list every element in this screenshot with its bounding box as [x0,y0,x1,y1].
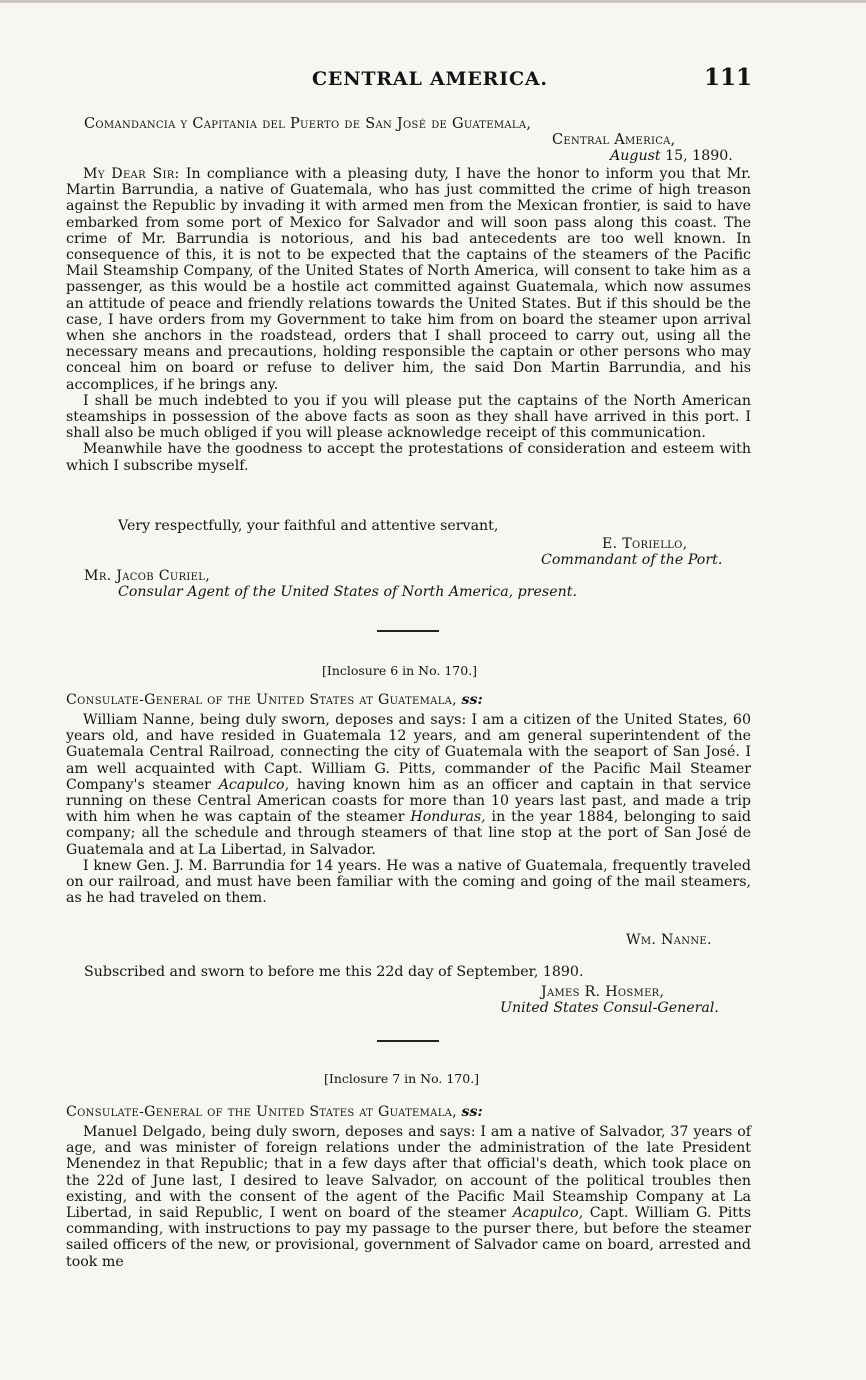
inclosure-7-heading-text: Consulate-General of the United States at Guatemala, [66,1104,457,1120]
letter-paragraph-1-text: In compliance with a pleasing duty, I have the honor to inform you that Mr. Martin Barrundia, a native of Guatemala, who has just committed the crime of high treason against the Republic by invading it with armed men from the Mexican frontier, is said to have embarked from some port of Mexico for Salvador and will soon pass along this coast. The crime of Mr. Barrundia is notorious, and his bad antecedents are too well known. In consequence of this, it is not to be expected that the captains of the steamers of the Pacific Mail Steamship Company, of the United States of North America, will consent to take him as a passenger, as this would be a hostile act committed against Guatemala, which now assumes an attitude of peace and friendly relations towards the United States. But if this should be the case, I have orders from my Government to take him from on board the steamer upon arrival when she anchors in the roadstead, orders that I shall proceed to carry out, using all the necessary means and precautions, holding responsible the captain or other persons who may conceal him on board or refuse to deliver him, the said Don Martin Barrundia, and his accomplices, if he brings any. [66,166,751,393]
consul-name: James R. Hosmer, [541,984,665,1000]
consul-title: United States Consul-General. [500,1000,719,1016]
date-month: August [610,148,661,164]
letter-paragraph-3: Meanwhile have the goodness to accept the protestations of consideration and esteem with which I subscribe myself. [66,441,751,474]
letter-origin: Comandancia y Capitania del Puerto de San José de Guatemala, [84,116,532,132]
letter-signer: E. Toriello, [602,536,688,552]
scan-edge [0,0,866,3]
ship-name-acapulco: Acapulco, [218,776,290,793]
delgado-paragraph-1 [66,1124,751,1270]
date-rest: 15, 1890. [660,148,733,164]
delgado-text-b: Capt. William G. Pitts commanding, with instructions to pay my passage to the purser there, but before the steamer sailed officers of the new, or provisional, government of Salvador came on board, arrested and took me [66,1205,751,1270]
nanne-text-a: William Nanne, being duly sworn, deposes and says: I am a citizen of the United States, 60 years old, and have resided in Guatemala 12 years, and am general superintendent of the Guatemala Central Railroad, connecting the city of Guatemala with the seaport of San José. I am well acquainted with Capt. William G. Pitts, commander of the Pacific Mail Steamer Company's steamer [66,712,751,793]
delgado-text-a: Manuel Delgado, being duly sworn, deposes and says: I am a native of Salvador, 37 years of age, and was minister of foreign relations under the administration of the late President Menendez in that Republic; that in a few days after that official's death, which took place on the 22d of June last, I desired to leave Salvador, on account of the political troubles then existing, and with the consent of the agent of the Pacific Mail Steamship Company at La Libertad, in said Republic, I went on board of the steamer [66,1124,751,1222]
inclosure-6-label: [Inclosure 6 in No. 170.] [322,663,478,678]
letter-signer-title: Commandant of the Port. [541,552,723,568]
ship-name-acapulco: Acapulco, [512,1205,584,1222]
running-header: CENTRAL AMERICA. [312,68,548,90]
section-divider [377,630,439,632]
nanne-signature: Wm. Nanne. [626,932,712,948]
salutation: My Dear Sir: [83,166,180,182]
ship-name-honduras: Honduras, [410,809,486,826]
inclosure-7-ss: ss: [461,1104,483,1120]
letter-paragraph-2: I shall be much indebted to you if you will please put the captains of the North American steamships in possession of the above facts as soon as they shall have arrived in this port. I shall also be much obliged if you will please acknowledge receipt of this communication. [66,392,751,442]
letter-addressee-title: Consular Agent of the United States of North America, present. [118,584,577,600]
inclosure-6-ss: ss: [461,692,483,708]
inclosure-7-heading [66,1104,483,1120]
letter-body [66,166,751,474]
sworn-statement: Subscribed and sworn to before me this 22d day of September, 1890. [84,964,584,980]
nanne-text-b: having known him as an officer and captain in that service running on these Central American coasts for more than 10 years last past, and made a trip with him when he was captain of the steamer [66,776,751,826]
section-divider [377,1040,439,1042]
nanne-text-c: in the year 1884, belonging to said company; all the schedule and through steamers of that line stop at the port of San José de Guatemala and at La Libertad, in Salvador. [66,809,751,858]
page-number: 111 [704,64,753,91]
inclosure-6-heading-text: Consulate-General of the United States at Guatemala, [66,692,457,708]
inclosure-6-heading [66,692,483,708]
inclosure-7-label: [Inclosure 7 in No. 170.] [324,1071,480,1086]
inclosure-7-body [66,1124,751,1270]
nanne-paragraph-2: I knew Gen. J. M. Barrundia for 14 years. He was a native of Guatemala, frequently traveled on our railroad, and must have been familiar with the coming and going of the mail steamers, as he had traveled on them. [66,857,751,907]
letter-closing: Very respectfully, your faithful and attentive servant, [118,518,499,534]
letter-place: Central America, [552,132,676,148]
letter-addressee: Mr. Jacob Curiel, [84,568,211,584]
letter-paragraph-1 [66,166,751,393]
nanne-paragraph-1 [66,712,751,858]
inclosure-6-body [66,712,751,906]
letter-date [610,148,733,164]
